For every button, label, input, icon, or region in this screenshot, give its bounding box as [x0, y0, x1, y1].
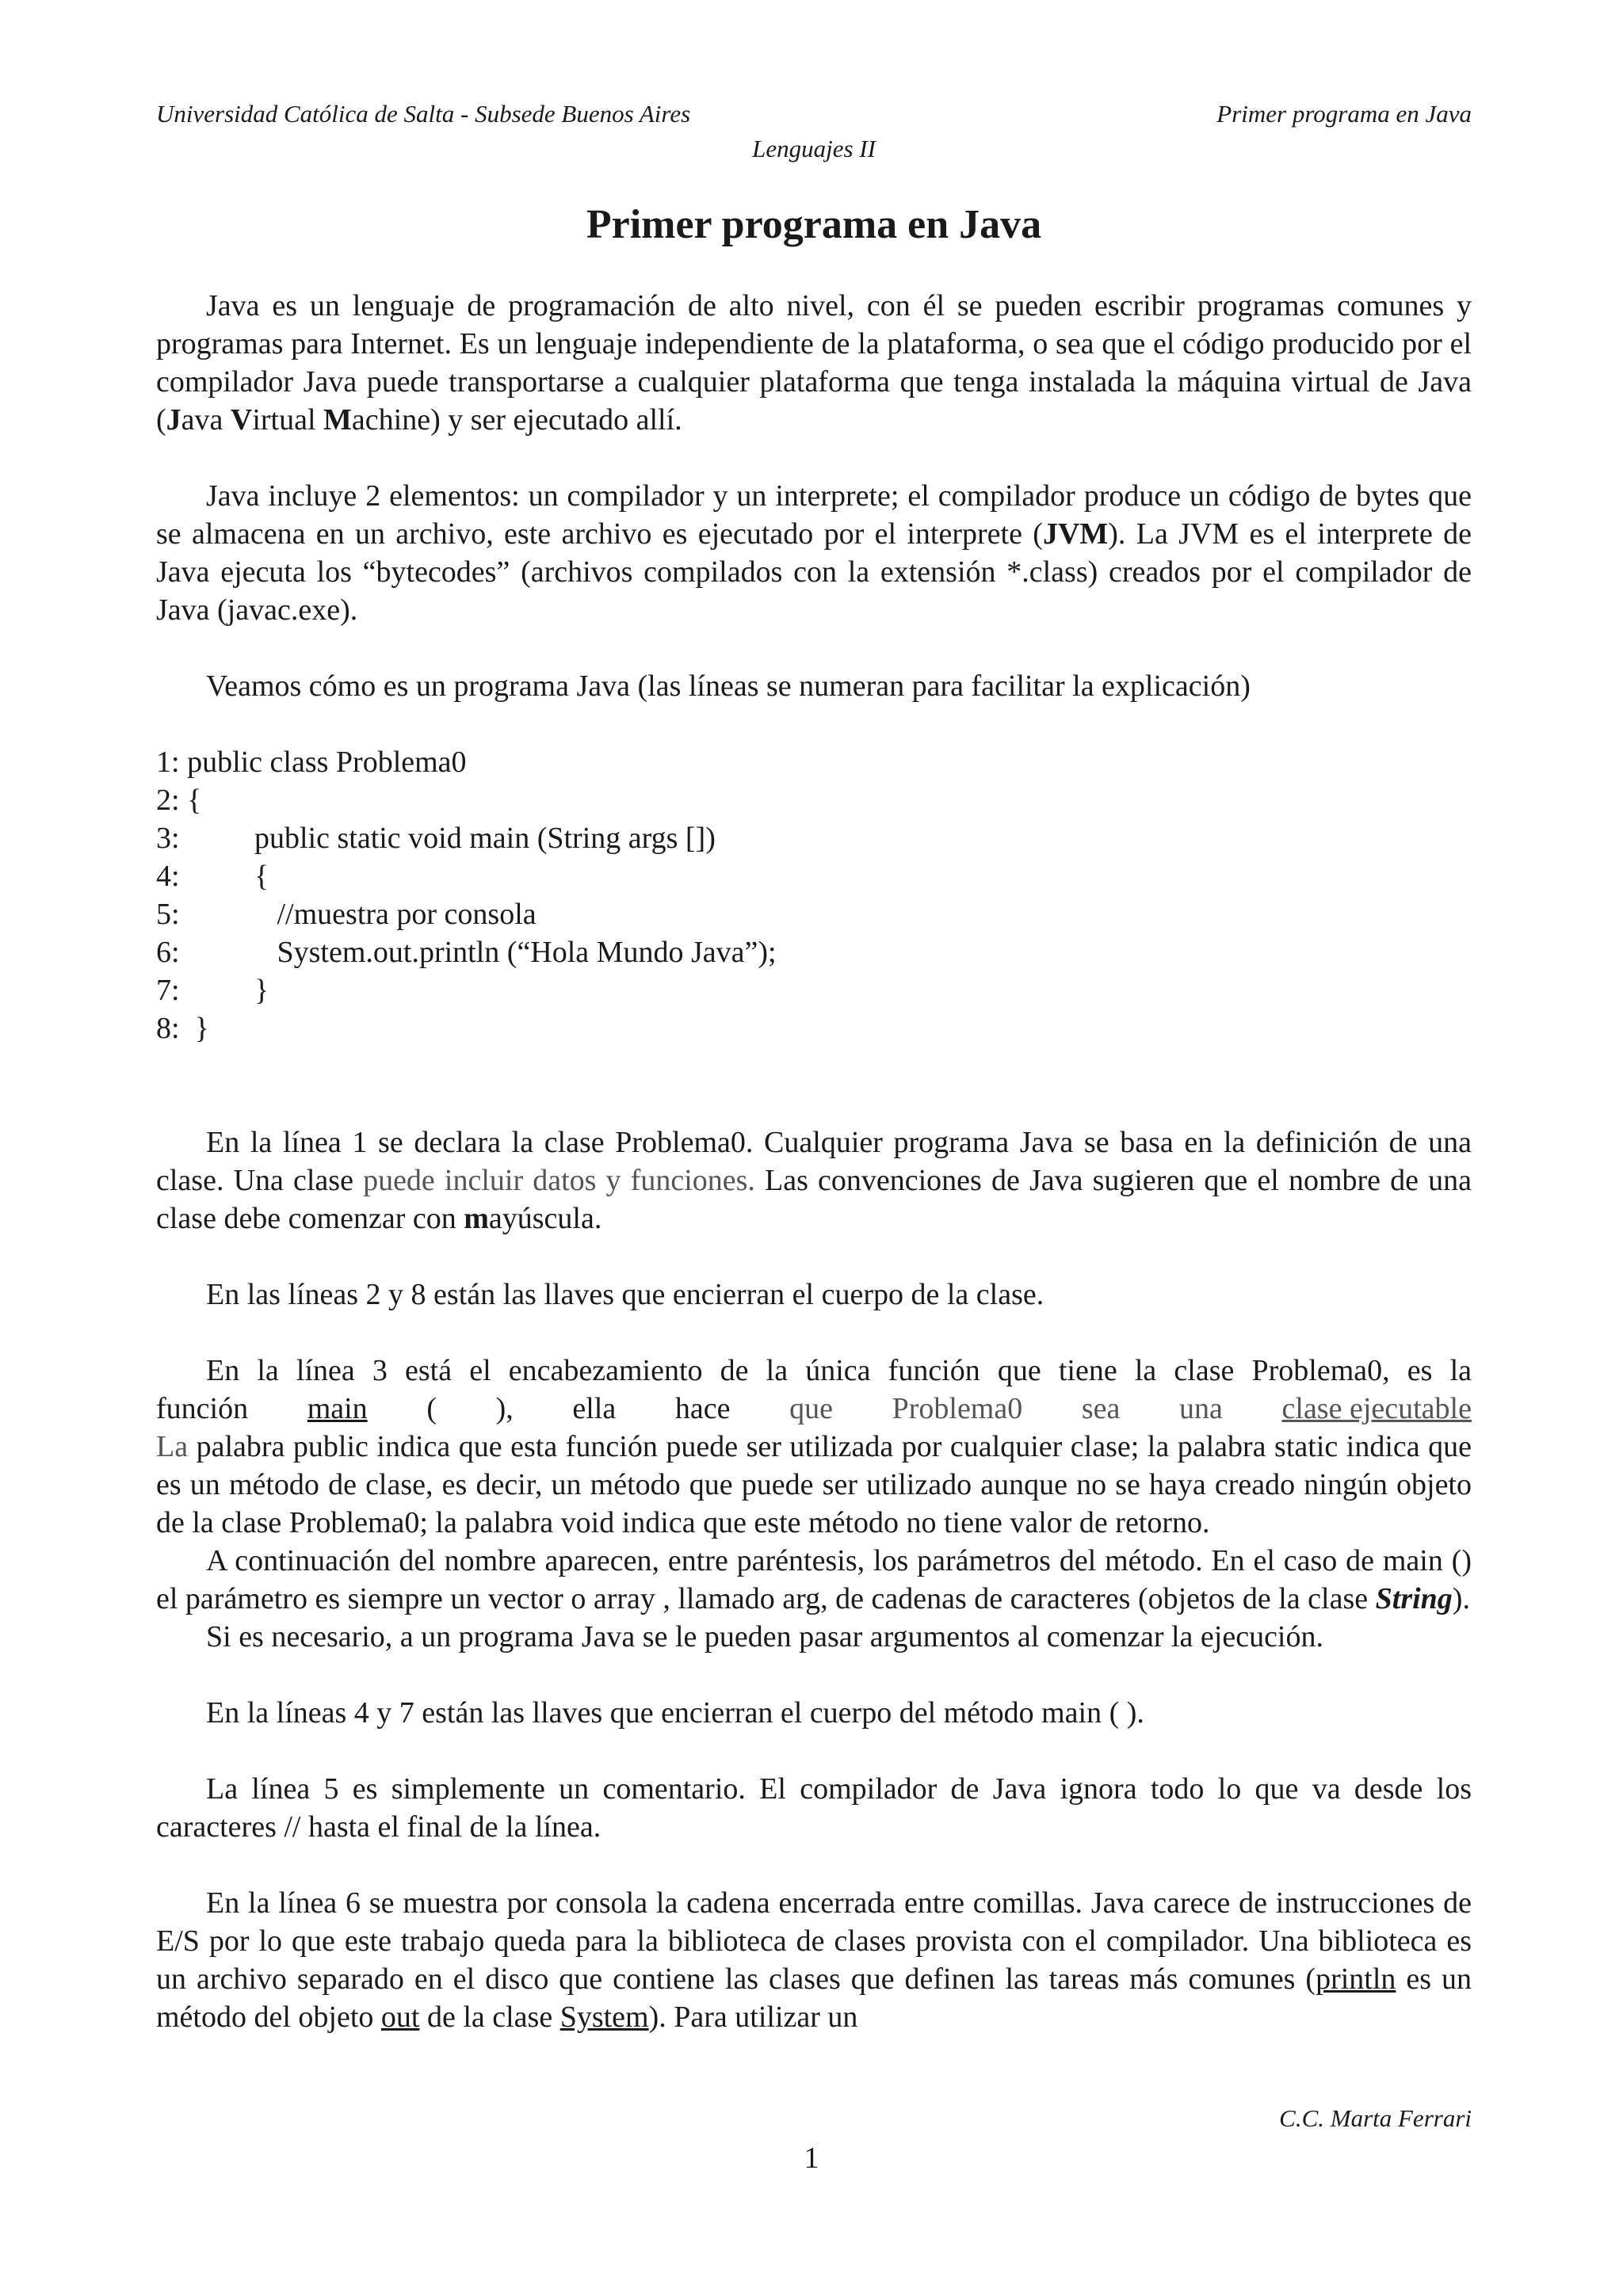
paragraph-arguments: Si es necesario, a un programa Java se le pueden pasar argumentos al comenzar la ejecución. [206, 1620, 1323, 1653]
code-line: 5: //muestra por consola [156, 898, 537, 931]
paragraph-elements: Java incluye 2 elementos: un compilador y un interprete; el compilador produce un código de bytes que se almacena en un archivo, este archivo es ejecutado por el interprete (JVM). La JVM es el interprete de Java ejecuta los “bytecodes” (archivos compilados con la extensión *.class) creados por el compilador de Java (javac.exe). [156, 479, 1472, 627]
paragraph-intro: Java es un lenguaje de programación de alto nivel, con él se pueden escribir programas comunes y programas para Internet. Es un lenguaje independiente de la plataforma, o sea que el código producido por el compilador Java puede transportarse a cualquier plataforma que tenga instalada la máquina virtual de Java (Java Virtual Machine) y ser ejecutado allí. [156, 289, 1472, 437]
paragraph-line5: La línea 5 es simplemente un comentario. El compilador de Java ignora todo lo que va desde los caracteres // hasta el final de la línea. [156, 1772, 1472, 1844]
document-body [156, 287, 1472, 2036]
paragraph-example-intro: Veamos cómo es un programa Java (las líneas se numeran para facilitar la explicación) [206, 669, 1251, 703]
code-line: 2: { [156, 784, 202, 817]
paragraph-lines-2-8: En las líneas 2 y 8 están las llaves que encierran el cuerpo de la clase. [206, 1278, 1044, 1311]
code-line: 1: public class Problema0 [156, 746, 467, 779]
page-title: Primer programa en Java [586, 202, 1042, 247]
code-line: 8: } [156, 1012, 209, 1045]
code-line: 7: } [156, 974, 269, 1007]
paragraph-line6: En la línea 6 se muestra por consola la cadena encerrada entre comillas. Java carece de instrucciones de E/S por lo que este trabajo queda para la biblioteca de clases provista con el compilador. Una biblioteca es un archivo separado en el disco que contiene las clases que definen las tareas más comunes (println es un método del objeto out de la clase System). Para utilizar un [156, 1886, 1472, 2034]
header-institution: Universidad Católica de Salta - Subsede Buenos Aires [156, 100, 691, 128]
code-line: 3: public static void main (String args []) [156, 822, 716, 855]
header-course: Lenguajes II [752, 135, 876, 162]
paragraph-parameters: A continuación del nombre aparecen, entre paréntesis, los parámetros del método. En el caso de main () el parámetro es siempre un vector o array , llamado arg, de cadenas de caracteres (objetos de la clase String). [156, 1544, 1472, 1615]
code-listing [156, 743, 1472, 1047]
paragraph-line1: En la línea 1 se declara la clase Problema0. Cualquier programa Java se basa en la definición de una clase. Una clase puede incluir datos y funciones. Las convenciones de Java sugieren que el nombre de una clase debe comenzar con mayúscula. [156, 1126, 1472, 1235]
paragraph-lines-4-7: En la líneas 4 y 7 están las llaves que encierran el cuerpo del método main ( ). [206, 1696, 1144, 1730]
paragraph-line3: En la línea 3 está el encabezamiento de la única función que tiene la clase Problema0, es la función main ( ), ella hace que Problema0 sea una clase ejecutable La palabra public indica que esta función puede ser utilizada por cualquier clase; la palabra static indica que es un método de clase, es decir, un método que puede ser utilizado aunque no se haya creado ningún objeto de la clase Problema0; la palabra void indica que este método no tiene valor de retorno. [156, 1354, 1472, 1539]
footer-author: C.C. Marta Ferrari [1279, 2104, 1472, 2132]
code-line: 4: { [156, 860, 269, 893]
page-header [156, 97, 1472, 166]
page-number: 1 [804, 2142, 819, 2175]
code-line: 6: System.out.println (“Hola Mundo Java”); [156, 936, 777, 969]
header-document-title: Primer programa en Java [1216, 100, 1472, 128]
